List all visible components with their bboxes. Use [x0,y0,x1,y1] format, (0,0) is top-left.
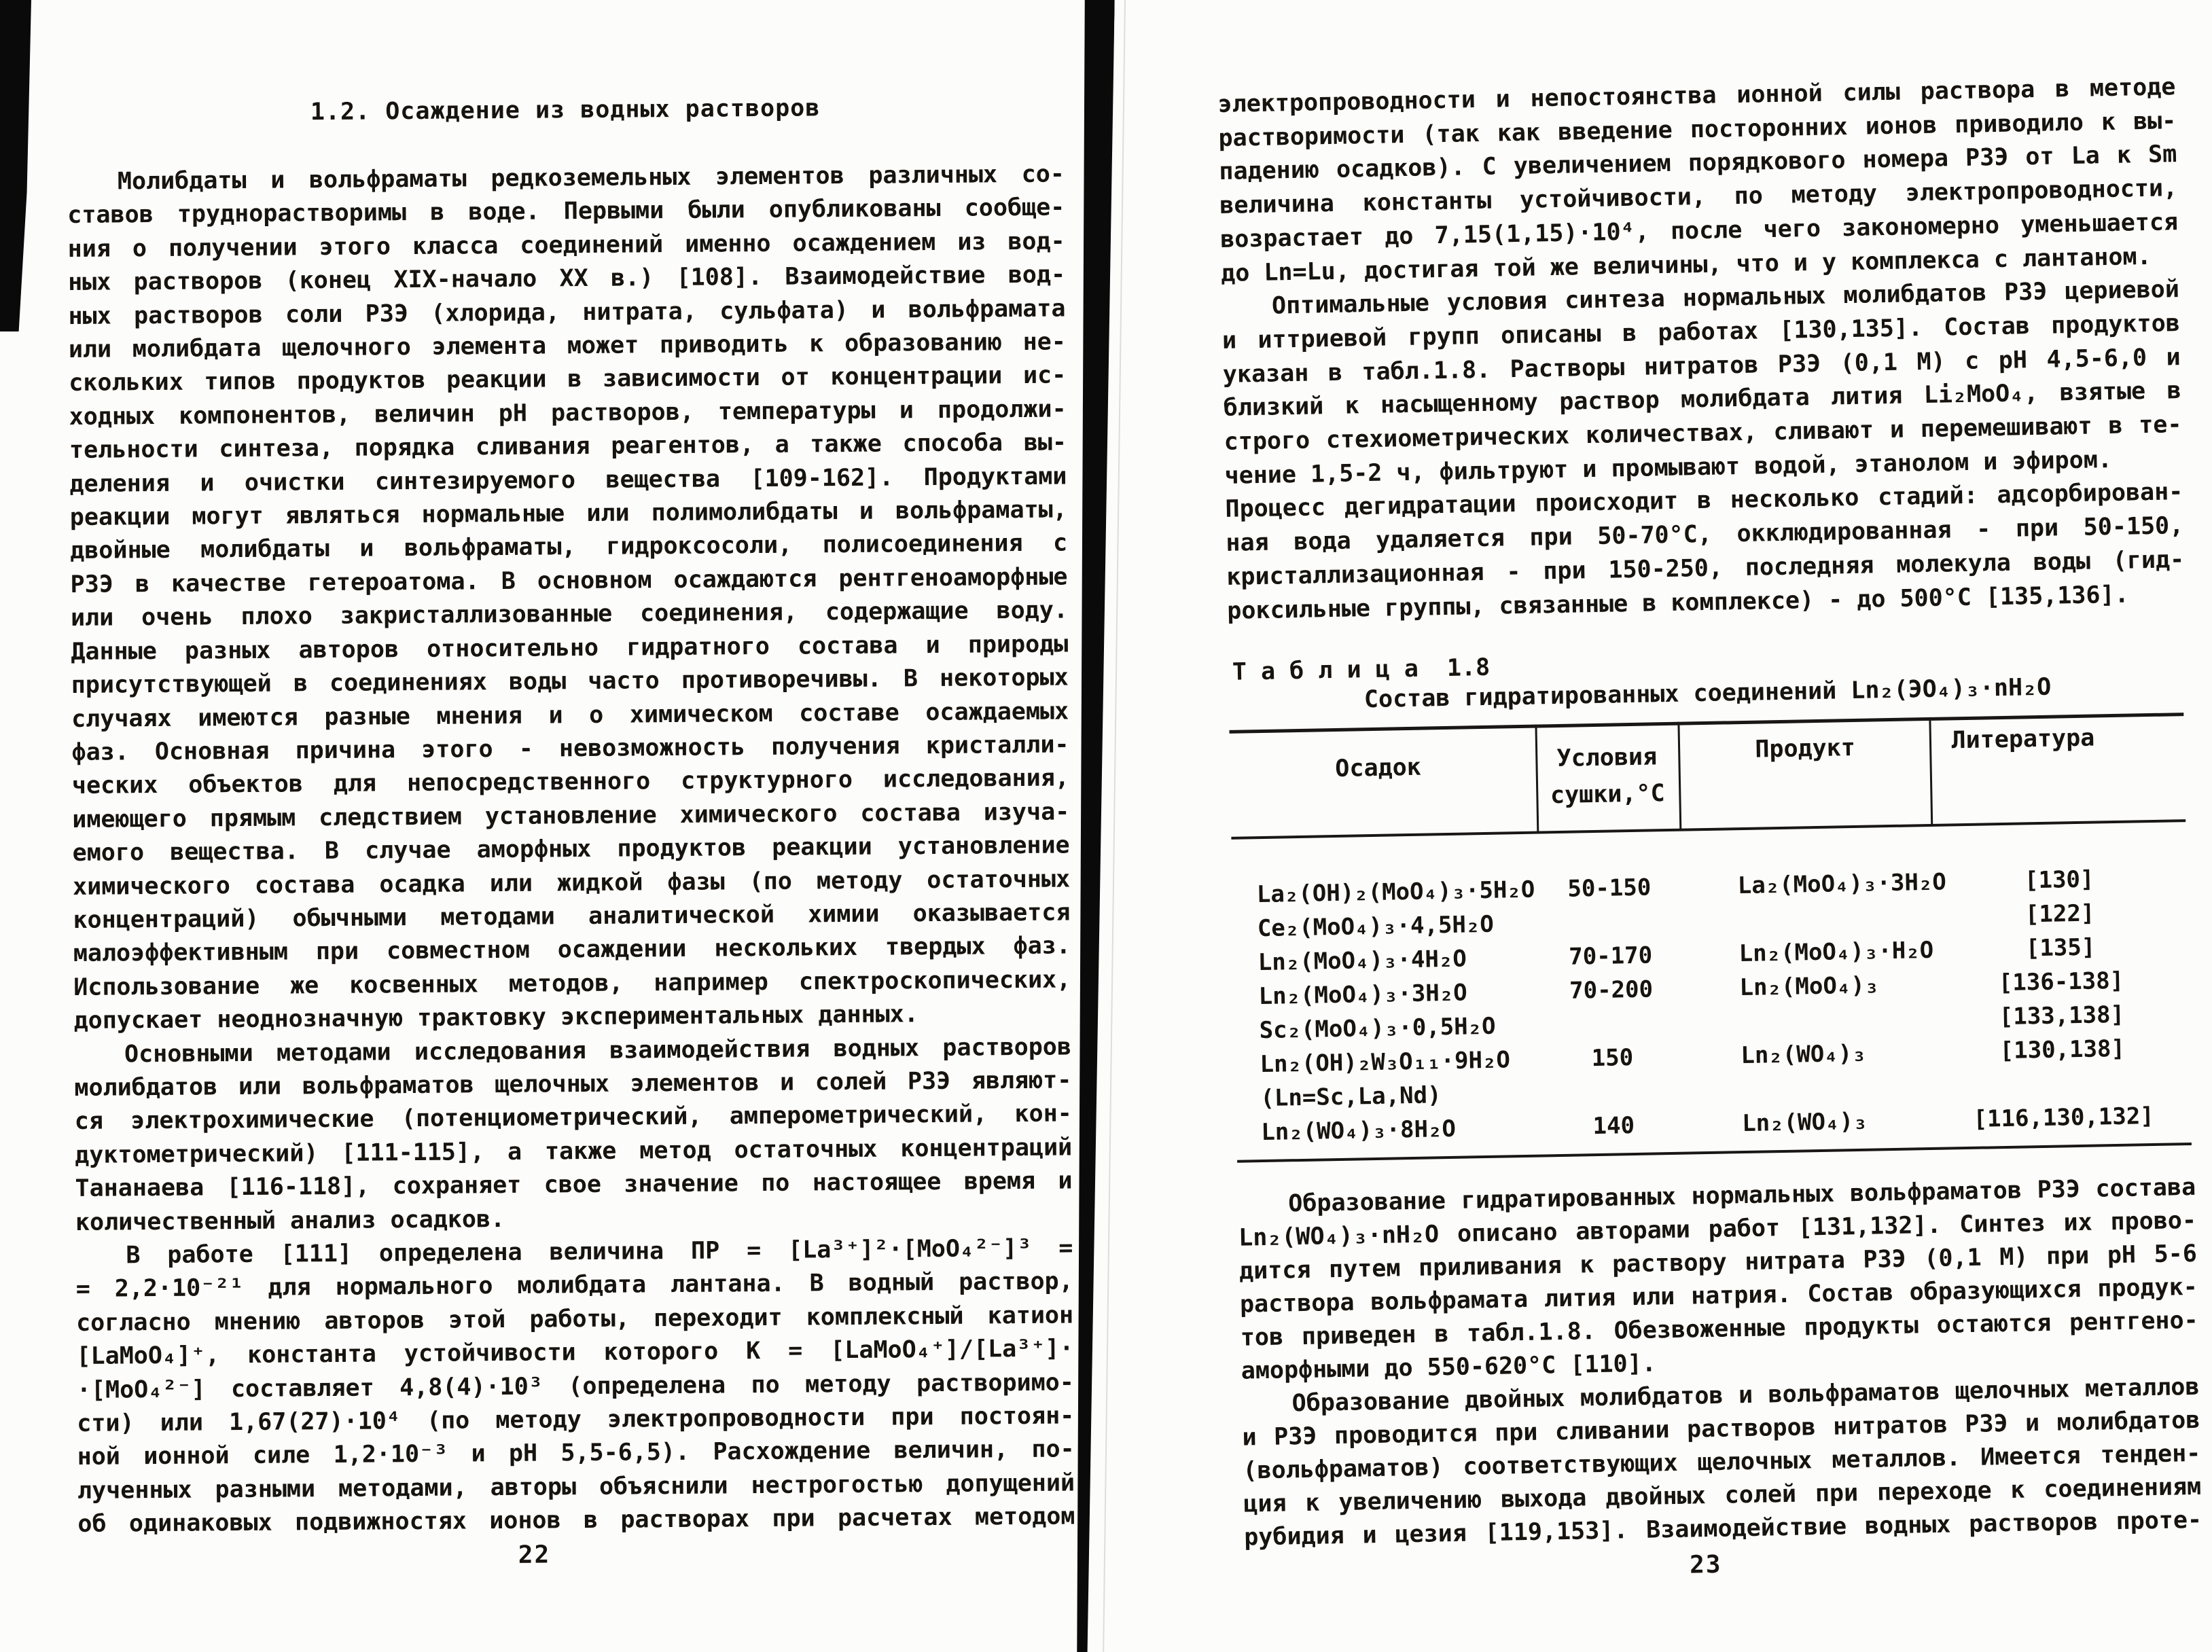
cell-product: Ln₂(WO₄)₃ [1741,1107,1868,1138]
text-line: концентраций) обычными методами аналитической химии оказывается [73,899,1071,934]
text-line: деления и очистки синтезируемого вещества [109-162]. Продуктами [69,463,1067,498]
cell-product: Ln₂(MoO₄)₃ [1739,971,1879,1002]
cell-drying: 140 [1592,1112,1635,1141]
table-column-header-precipitate: Осадок [1334,753,1422,783]
table-column-divider [1677,722,1681,831]
text-line: ходных компонентов, величин pH растворов, температуры и продолжи- [69,395,1067,431]
table-column-divider [1929,717,1933,826]
text-line: ставов труднорастворимы в воде. Первыми были опубликованы сообще- [67,194,1065,230]
cell-drying: 150 [1591,1044,1634,1073]
text-line: Оптимальные условия синтеза нормальных молибдатов РЗЭ цериевой [1271,276,2180,320]
scan-edge-shadow [0,0,31,331]
text-line: лученных разными методами, авторы объяснили нестрогостью допущений [77,1469,1075,1505]
text-line: близкий к насыщенному раствор молибдата лития Li₂MoO₄, взятые в [1223,377,2181,423]
text-line: величина константы устойчивости, по методу электропроводности, [1219,175,2178,220]
text-line: Образование двойных молибдатов и вольфраматов щелочных металлов [1291,1373,2200,1418]
table-column-divider [1535,725,1539,833]
text-line: об одинаковых подвижностях ионов в растворах при расчетах методом [77,1503,1075,1539]
text-line: согласно мнению авторов этой работы, переходит комплексный катион [75,1301,1074,1337]
text-line: ческих объектов для непосредственного структурного исследования, [71,764,1070,800]
text-line: и иттриевой групп описаны в работах [130,135]. Состав продуктов [1221,310,2181,355]
table-column-header-literature: Литература [1951,724,2095,755]
right-page [1217,64,2204,1651]
text-line: возрастает до 7,15(1,15)·10⁴, после чего закономерно уменьшается [1219,208,2179,253]
table-column-header-drying: Условия [1556,743,1658,773]
text-line: строго стехиометрических количествах, сливают и перемешивают в те- [1224,411,2182,456]
cell-product: Ln₂(WO₄)₃ [1741,1039,1866,1070]
text-line: раствора вольфрамата лития или натрия. Состав образующихся продук- [1239,1273,2198,1318]
cell-literature: [122] [2024,899,2095,929]
text-line: присутствующей в соединениях воды часто противоречивы. В некоторых [71,664,1069,700]
cell-literature: [136-138] [1998,967,2124,997]
table-column-header-product: Продукт [1755,734,1856,764]
text-line: малоэффективным при совместном осаждении нескольких твердых фаз. [73,932,1071,968]
text-line: или молибдата щелочного элемента может приводить к образованию не- [68,328,1066,364]
text-line: падению осадков). С увеличением порядкового номера РЗЭ от La к Sm [1219,141,2177,186]
text-line: молибдатов или вольфраматов щелочных элементов и солей РЗЭ являют- [74,1066,1072,1102]
cell-precipitate: Ln₂(MoO₄)₃·3H₂O [1258,979,1468,1011]
cell-precipitate: Ln₂(WO₄)₃·8H₂O [1260,1115,1457,1147]
text-line: и РЗЭ проводится при сливании растворов нитратов РЗЭ и молибдатов [1242,1406,2200,1452]
page-number-left: 22 [518,1541,551,1569]
table-label: Т а б л и ц а 1.8 [1232,653,1491,686]
text-line: ·[MoO₄²⁻] составляет 4,8(4)·10³ (определена по методу растворимо- [76,1369,1075,1404]
text-line: дуктометрический) [111-115], а также метод остаточных концентраций [75,1134,1073,1169]
cell-literature: [130] [2024,865,2094,895]
text-line: Использование же косвенных методов, например спектроскопических, [73,966,1071,1001]
cell-precipitate: La₂(OH)₂(MoO₄)₃·5H₂O [1256,876,1535,909]
text-line: двойные молибдаты и вольфраматы, гидроксосоли, полисоединения с [70,529,1068,565]
table-body [1232,864,2192,1153]
text-line: химического состава осадка или жидкой фазы (по методу остаточных [72,865,1071,901]
page-number-right: 23 [1689,1550,1722,1579]
text-line: фаз. Основная причина этого - невозможность получения кристалли- [71,731,1069,766]
right-page-body-top [1217,71,2185,628]
cell-precipitate: Ce₂(MoO₄)₃·4,5H₂O [1257,910,1495,943]
text-line: ция к увеличению выхода двойных солей при переходе к соединениям [1243,1473,2202,1518]
table-header-rule [1231,819,2186,840]
text-line: сти) или 1,67(27)·10⁴ (по методу электропроводности при постоян- [77,1402,1075,1437]
left-page [67,92,1075,1594]
cell-precipitate: Sc₂(MoO₄)₃·0,5H₂O [1259,1012,1496,1045]
text-line: Молибдаты и вольфраматы редкоземельных элементов различных со- [117,160,1065,196]
text-line: Ln₂(WO₄)₃·nH₂O описано авторами работ [131,132]. Синтез их прово- [1238,1206,2197,1252]
text-line: электропроводности и непостоянства ионной силы раствора в методе [1217,73,2176,118]
cell-precipitate: (Ln=Sc,La,Nd) [1260,1081,1442,1113]
text-line: рубидия и цезия [119,153]. Взаимодействие водных растворов проте- [1243,1506,2202,1551]
text-line: допускает неоднозначную трактовку экспериментальных данных. [73,1001,919,1035]
text-line: В работе [111] определена величина ПР = [La³⁺]²·[MoO₄²⁻]³ = [126,1234,1073,1270]
cell-literature: [130,138] [1999,1035,2126,1065]
text-line: растворимости (так как введение посторонних ионов приводило к вы- [1218,107,2177,152]
cell-drying: 70-170 [1568,941,1653,971]
text-line: до Ln=Lu, достигая той же величины, что и у комплекса с лантаном. [1220,243,2152,287]
left-page-body [67,158,1075,1541]
text-line: реакции могут являться нормальные или полимолибдаты и вольфраматы, [69,496,1067,532]
text-line: аморфными до 550-620°С [110]. [1241,1350,1657,1385]
text-line: Процесс дегидратации происходит в несколько стадий: адсорбирован- [1225,478,2183,524]
text-line: тов приведен в табл.1.8. Обезвоженные продукты остаются рентгено- [1240,1306,2199,1352]
text-line: емого вещества. В случае аморфных продуктов реакции установление [72,831,1070,867]
text-line: ных растворов (конец XIX-начало XX в.) [108]. Взаимодействие вод- [67,261,1066,297]
cell-precipitate: Ln₂(MoO₄)₃·4H₂O [1257,945,1467,977]
right-page-body-bottom [1238,1171,2202,1555]
cell-literature: [116,130,132] [1973,1102,2155,1133]
text-line: Основными методами исследования взаимодействия водных растворов [124,1032,1072,1068]
text-line: Образование гидратированных нормальных вольфраматов РЗЭ состава [1287,1173,2196,1218]
text-line: ния о получении этого класса соединений именно осаждением из вод- [67,228,1065,263]
text-line: чение 1,5-2 ч, фильтруют и промывают водой, этанолом и эфиром. [1224,446,2113,490]
text-line: [LaMoO₄]⁺, константа устойчивости которого К = [LaMoO₄⁺]/[La³⁺]· [76,1335,1074,1371]
cell-literature: [135] [2025,933,2096,963]
section-title: 1.2. Осаждение из водных растворов [310,94,821,126]
text-line: (вольфраматов) соответствующих щелочных металлов. Имеется тенден- [1243,1439,2201,1485]
text-line: имеющего прямым следствием установление химического состава изуча- [72,798,1070,833]
text-line: указан в табл.1.8. Растворы нитратов РЗЭ (0,1 М) с pH 4,5-6,0 и [1222,343,2181,389]
cell-literature: [133,138] [1999,1001,2125,1031]
table-title: Состав гидратированных соединений Ln₂(ЭО₄)₃·nH₂O [1363,673,2052,714]
text-line: случаях имеются разные мнения и о химическом составе осаждаемых [71,697,1069,733]
text-line: ных растворов соли РЗЭ (хлорида, нитрата, сульфата) и вольфрамата [68,295,1066,330]
text-line: Данные разных авторов относительно гидратного состава и природы [71,630,1069,666]
text-line: роксильные группы, связанные в комплексе) - до 500°С [135,136]. [1226,581,2129,625]
cell-product: Ln₂(MoO₄)₃·H₂O [1738,936,1934,968]
cell-product: La₂(MoO₄)₃·3H₂O [1737,868,1947,900]
cell-precipitate: Ln₂(OH)₂W₃O₁₁·9H₂O [1260,1046,1511,1079]
cell-drying: 70-200 [1569,975,1654,1005]
text-line: ная вода удаляется при 50-70°С, окклюдированная - при 50-150, [1226,512,2184,558]
text-line: скольких типов продуктов реакции в зависимости от концентрации ис- [69,361,1067,397]
text-line: РЗЭ в качестве гетероатома. В основном осаждаются рентгеноаморфные [70,563,1068,598]
table-column-header-drying-units: сушки,°С [1550,780,1665,810]
cell-drying: 50-150 [1567,874,1652,903]
text-line: кристаллизационная - при 150-250, последняя молекула воды (гид- [1226,545,2185,591]
text-line: ной ионной силе 1,2·10⁻³ и pH 5,5-6,5). Расхождение величин, по- [77,1435,1075,1471]
text-line: ся электрохимические (потенциометрический, амперометрический, кон- [74,1100,1072,1136]
text-line: или очень плохо закристаллизованные соединения, содержащие воду. [70,596,1069,632]
text-line: тельности синтеза, порядка сливания реагентов, а также способа вы- [69,429,1067,465]
text-line: Тананаева [116-118], сохраняет свое значение по настоящее время и [75,1167,1073,1203]
text-line: дится путем приливания к раствору нитрата РЗЭ (0,1 М) при pH 5-6 [1238,1240,2198,1285]
text-line: количественный анализ осадков. [75,1205,505,1236]
text-line: = 2,2·10⁻²¹ для нормального молибдата лантана. В водный раствор, [75,1268,1073,1304]
